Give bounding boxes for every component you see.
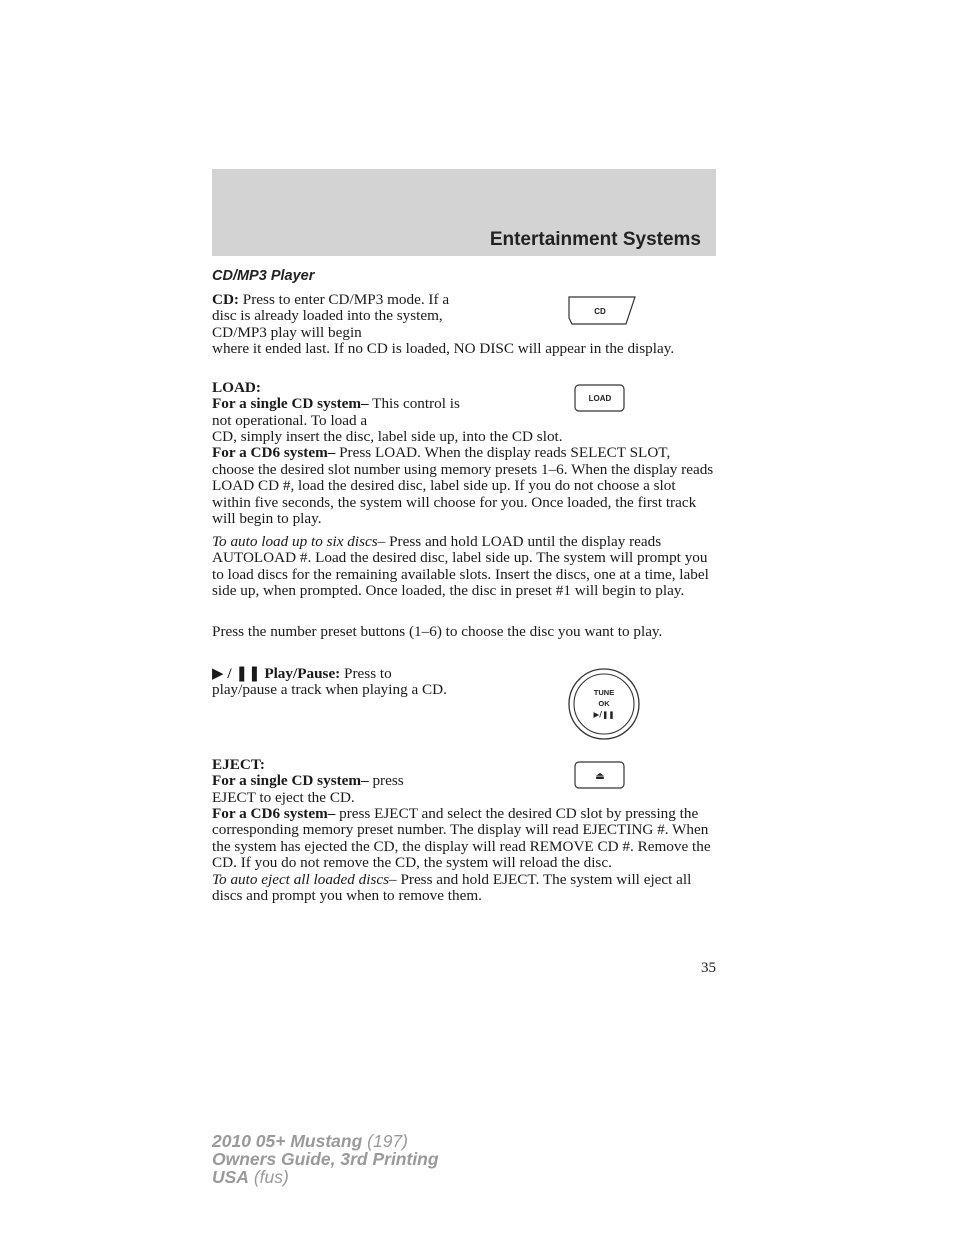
eject-auto-italic: To auto eject all loaded discs <box>212 870 390 888</box>
eject-paragraph-bottom <box>212 806 716 904</box>
load-cd6-text: Press LOAD. When the display reads SELECT SLOT, choose the desired slot number using memory presets 1–6. When the display reads LOAD CD #, load the desired disc, label side up. If you do not choose a slot within five seconds, the system will choose for you. Once loaded, the first track will begin to play. <box>212 444 714 528</box>
knob-label-playpause: ▶/❚❚ <box>593 710 615 719</box>
cd-button-label: CD <box>594 307 606 316</box>
footer-region: USA <box>212 1167 249 1187</box>
eject-label: EJECT: <box>212 756 265 773</box>
preset-paragraph <box>212 624 716 640</box>
eject-cd6-label: For a CD6 system– <box>212 805 336 822</box>
load-single-label: For a single CD system– <box>212 395 369 413</box>
preset-text: Press the number preset buttons (1–6) to choose the disc you want to play. <box>212 623 663 640</box>
cd-text-2: where it ended last. If no CD is loaded, NO DISC will appear in the display. <box>212 340 675 357</box>
cd-text-1: Press to enter CD/MP3 mode. If a disc is already loaded into the system, CD/MP3 play will begin <box>212 291 450 341</box>
autoload-italic: To auto load up to six discs <box>212 533 378 550</box>
autoload-text: – Press and hold LOAD until the display reads AUTOLOAD #. Load the desired disc, label side up. The system will prompt you to load discs for the remaining available slots. Insert the discs, one at a time, label side up, when prompted. Once loaded, the disc in preset #1 will begin to play. <box>212 533 709 600</box>
pause-icon: ❚❚ <box>235 664 261 682</box>
eject-auto-text: – Press and hold EJECT. The system will eject all discs and prompt you when to remove them. <box>212 870 692 905</box>
eject-single-label: For a single CD system– <box>212 772 369 790</box>
eject-cd6-text: press EJECT and select the desired CD slot by pressing the corresponding memory preset number. The display will read EJECTING #. When the system has ejected the CD, the display will read REMOVE CD #. Remove the CD. If you do not remove the CD, the system will reload the disc. <box>212 805 711 872</box>
page-header-title: Entertainment Systems <box>489 229 701 250</box>
knob-label-ok: OK <box>598 699 610 708</box>
autoload-paragraph <box>212 534 716 600</box>
cd-paragraph-top <box>212 292 474 341</box>
playpause-text: Press to play/pause a track when playing a CD. <box>212 665 447 699</box>
footer-region-code: (fus) <box>248 1167 289 1187</box>
tune-ok-knob-icon <box>567 667 641 741</box>
cd-label: CD: <box>212 291 239 308</box>
cd-paragraph-bottom <box>212 341 716 357</box>
footer-model-code: (197) <box>362 1131 408 1151</box>
footer-guide: Owners Guide, 3rd Printing <box>212 1149 439 1169</box>
load-label: LOAD: <box>212 379 261 396</box>
eject-paragraph-top <box>212 757 474 806</box>
eject-button-icon <box>574 761 626 790</box>
playpause-paragraph <box>212 665 452 699</box>
load-single-text-1: This control is not operational. To load a <box>212 395 460 429</box>
eject-icon: ⏏ <box>595 771 605 782</box>
footer <box>212 1132 439 1186</box>
cd-button-icon <box>566 296 638 326</box>
eject-single-text-2: EJECT to eject the CD. <box>212 788 355 806</box>
load-cd6-label: For a CD6 system– <box>212 444 336 462</box>
page-number: 35 <box>701 960 716 976</box>
load-paragraph-top <box>212 380 474 429</box>
load-paragraph-bottom <box>212 429 716 527</box>
load-button-icon <box>574 384 626 413</box>
header-band <box>212 169 716 256</box>
section-title: CD/MP3 Player <box>212 268 315 284</box>
load-button-label: LOAD <box>588 394 612 403</box>
footer-model: 2010 05+ Mustang <box>212 1131 363 1151</box>
eject-single-text-1: press <box>368 772 404 790</box>
play-icon: ▶ <box>212 664 224 682</box>
load-single-text-2: CD, simply insert the disc, label side up, into the CD slot. <box>212 428 563 445</box>
playpause-slash: / <box>223 665 236 682</box>
playpause-label: Play/Pause: <box>260 665 341 682</box>
knob-label-tune: TUNE <box>593 688 615 697</box>
